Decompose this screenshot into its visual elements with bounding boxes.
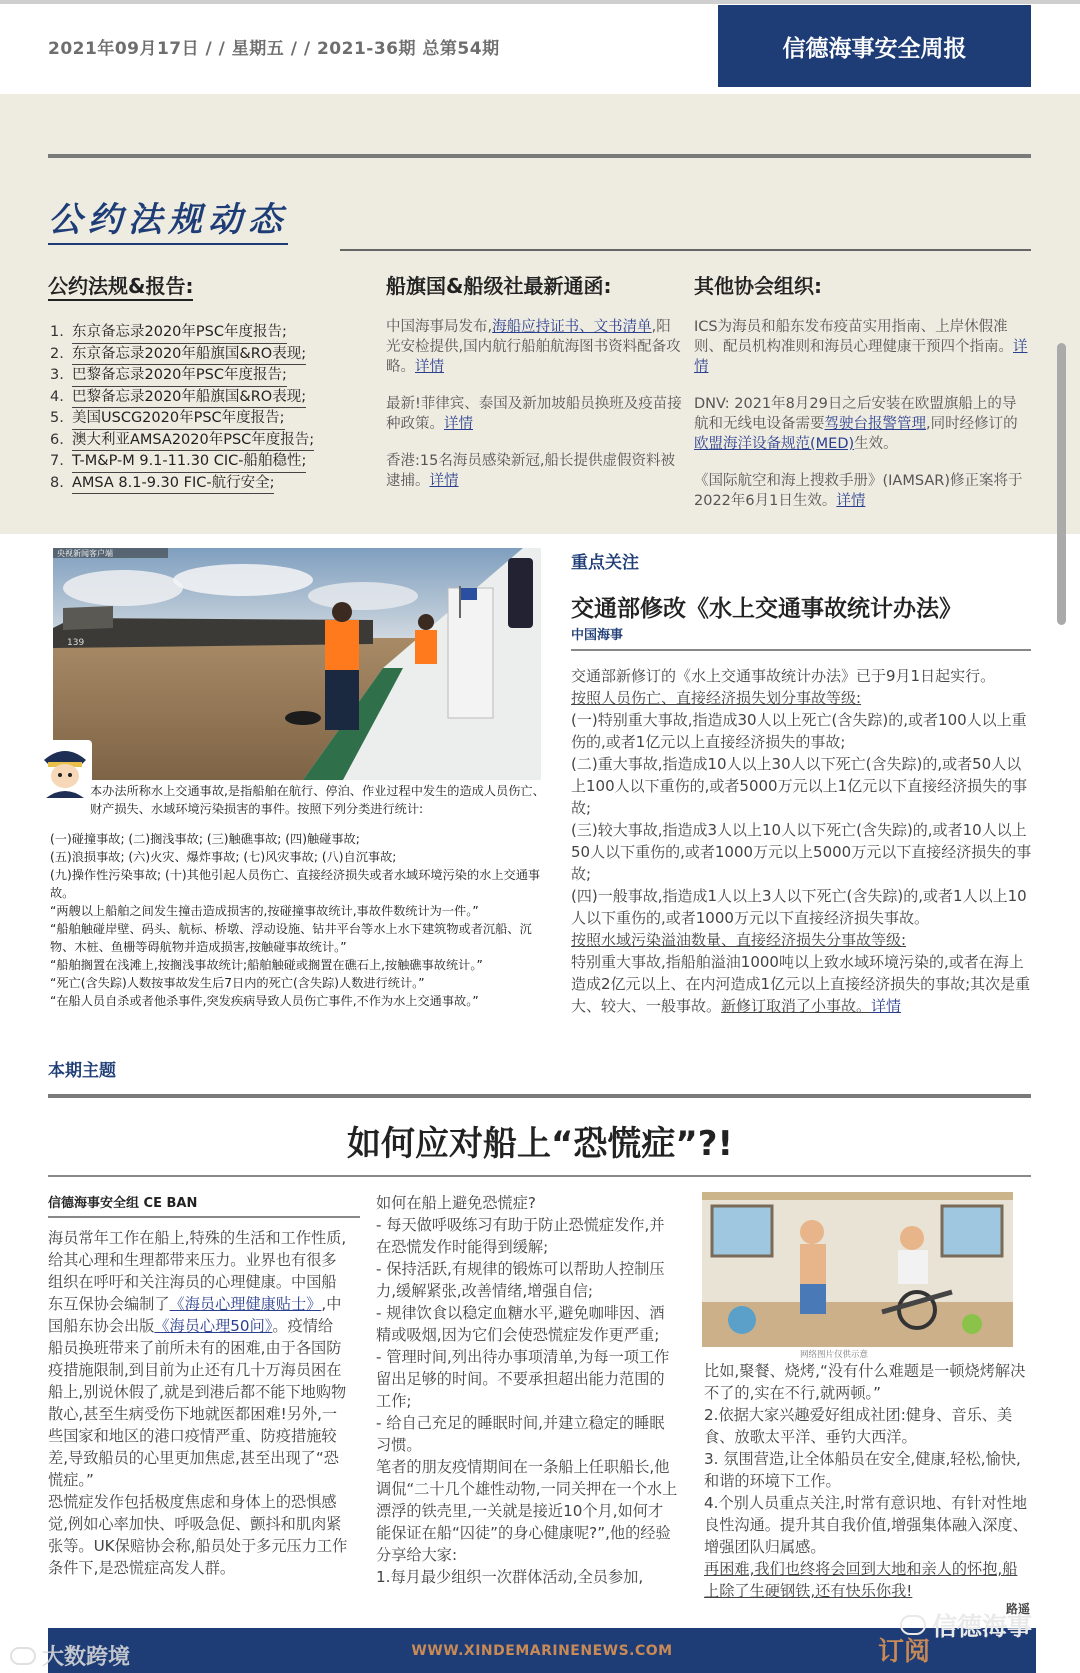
theme-rule	[48, 1094, 1031, 1098]
news-item: 香港:15名海员感染新冠,船长提供虚假资料被逮捕。详情	[386, 453, 675, 489]
list-item[interactable]: 3. 巴黎备忘录2020年PSC年度报告;	[50, 365, 370, 387]
theme-headline: 如何应对船上“恐慌症”?!	[347, 1124, 733, 1164]
news-item: 中国海事局发布,海船应持证书、文书清单,阳光安检提供,国内航行船舶航海图书资料配备攻略。详情	[386, 319, 681, 375]
theme-tag: 本期主题	[48, 1061, 116, 1081]
mental-health-tips-link[interactable]: 《海员心理健康贴士》	[169, 1295, 322, 1313]
flag-state-column	[386, 317, 682, 508]
report-link[interactable]: 巴黎备忘录2020年PSC年度报告;	[72, 365, 287, 387]
focus-article: 交通部新修订的《水上交通事故统计办法》已于9月1日起实行。 按照人员伤亡、直接经济损失划分事故等级: (一)特别重大事故,指造成30人以上死亡(含失踪)的,或者100人以上重伤的,或者1亿元以上直接经济损失的事故; (二)重大事故,指造成10人以上30人以下死亡(含失踪)的,或者50人以上100人以下重伤的,或者5000万元以上1亿元以下直接经济损失的事故; (三)较大事故,指造成3人以上10人以下死亡(含失踪)的,或者10人以上50人以下重伤的,或者1000万元以上5000万元以下直接经济损失的事故; (四)一般事故,指造成1人以上3人以下死亡(含失踪)的,或者1人以上10人以下重伤的,或者1000万元以下直接经济损失事故。 按照水域污染溢油数量、直接经济损失分事故等级: 特别重大事故,指船舶溢油1000吨以上致水域环境污染的,或者在海上造成2亿元以上、在内河造成1亿元以上直接经济损失的事故;其次是重大、较大、一般事故。新修订取消了小事故。详情	[571, 667, 1032, 1015]
details-link[interactable]: 详情	[444, 416, 473, 432]
scrollbar-thumb[interactable]	[1057, 343, 1066, 625]
bridge-alert-link[interactable]: 驾驶台报警管理	[824, 416, 926, 432]
col3-heading: 其他协会组织:	[694, 274, 822, 298]
focus-rule	[571, 649, 1031, 651]
news-item: 最新!菲律宾、泰国及新加坡船员换班及疫苗接种政策。详情	[386, 396, 682, 432]
news-item: DNV: 2021年8月29日之后安装在欧盟旗船上的导航和无线电设备需要驾驶台报警管理,同时经修订的欧盟海洋设备规范(MED)生效。	[694, 396, 1018, 452]
details-link[interactable]: 详情	[836, 493, 866, 509]
list-item[interactable]: 4. 巴黎备忘录2020年船旗国&RO表现;	[50, 387, 370, 409]
med-link[interactable]: 欧盟海洋设备规范(MED)	[694, 436, 855, 452]
theme-title-rule	[48, 1175, 1031, 1177]
list-item[interactable]: 1. 东京备忘录2020年PSC年度报告;	[50, 322, 370, 344]
list-item[interactable]: 8. AMSA 8.1-9.30 FIC-航行安全;	[50, 473, 370, 495]
photo-watermark: 央视新闻客户端	[57, 549, 113, 558]
theme-column-3: 比如,聚餐、烧烤,“没有什么难题是一顿烧烤解决不了的,实在不行,就两顿。” 2.依据大家兴趣爱好组成社团:健身、音乐、美食、放歌太平洋、垂钓大西洋。 3. 氛围营造,让全体船员在安全,健康,轻松,愉快,和谐的环境下工作。 4.个别人员重点关注,时常有意识地、有针对性地良性沟通。提升其自我价值,增强集体融入深度、增强团队归属感。 再困难,我们也终将会回到大地和亲人的怀抱,船上除了生硬钢铁,还有快乐你我! 路遥	[704, 1362, 1030, 1616]
details-link[interactable]: 详情	[429, 473, 459, 489]
author-sign: 路遥	[1005, 1602, 1030, 1616]
details-link[interactable]: 详情	[871, 997, 902, 1015]
accident-definition-note: 本办法所称水上交通事故,是指船舶在航行、停泊、作业过程中发生的造成人员伤亡、财产损失、水域环境污染损害的事件。按照下列分类进行统计: (一)碰撞事故; (二)搁浅事故; (三)触礁事故; (四)触碰事故; (五)浪损事故; (六)火灾、爆炸事故; (七)风灾事故; (八)自沉事故; (九)操作性污染事故; (十)其他引起人员伤亡、直接经济损失或者水域环境污染的水上交通事故。 “两艘以上船舶之间发生撞击造成损害的,按碰撞事故统计,事故件数统计为一件。” “船舶触碰岸壁、码头、航标、桥墩、浮动设施、钻井平台等水上水下建筑物或者沉船、沉物、木桩、鱼栅等碍航物并造成损害,按触碰事故统计。” “船舶搁置在浅滩上,按搁浅事故统计;船舶触碰或搁置在礁石上,按触礁事故统计。” “死亡(含失踪)人数按事故发生后7日内的死亡(含失踪)人数进行统计。” “在船人员自杀或者他杀事件,突发疾病导致人员伤亡事件,不作为水上交通事故。”	[50, 784, 545, 1008]
focus-tag: 重点关注	[571, 553, 639, 573]
newsletter-banner: 信德海事安全周报	[718, 5, 1031, 87]
section-rule	[48, 154, 1031, 158]
report-link[interactable]: 东京备忘录2020年船旗国&RO表现;	[72, 344, 306, 366]
image-caption: 网络图片仅供示意	[800, 1350, 869, 1360]
report-link[interactable]: AMSA 8.1-9.30 FIC-航行安全;	[72, 473, 274, 495]
subscribe-button[interactable]: 订阅	[878, 1637, 931, 1667]
certificate-list-link[interactable]: 海船应持证书、文书清单	[492, 319, 652, 335]
section-title-rule	[340, 249, 1031, 251]
report-link[interactable]: 东京备忘录2020年PSC年度报告;	[72, 322, 287, 344]
news-item: ICS为海员和船东发布疫苗实用指南、上岸休假准则、配员机构准则和海员心理健康干预四个指南。详情	[694, 319, 1028, 375]
gym-illustration	[702, 1192, 1013, 1347]
top-border	[0, 0, 1080, 4]
news-item: 《国际航空和海上搜救手册》(IAMSAR)修正案将于2022年6月1日生效。详情	[694, 473, 1023, 509]
col1-heading: 公约法规&报告:	[48, 270, 193, 301]
report-link[interactable]: 澳大利亚AMSA2020年PSC年度报告;	[72, 430, 314, 452]
report-link[interactable]: T-M&P-M 9.1-11.30 CIC-船舶稳性;	[72, 451, 306, 473]
report-link[interactable]: 美国USCG2020年PSC年度报告;	[72, 408, 285, 430]
mental-50q-link[interactable]: 《海员心理50问》	[154, 1317, 273, 1335]
watermark-right: 信德海事	[900, 1607, 1032, 1643]
section-title: 公约法规动态	[48, 192, 288, 245]
list-item[interactable]: 6. 澳大利亚AMSA2020年PSC年度报告;	[50, 430, 370, 452]
watermark-left: 大数跨境	[10, 1640, 130, 1671]
theme-column-1: 海员常年工作在船上,特殊的生活和工作性质,给其心理和生理都带来压力。业界也有很多组织在呼吁和关注海员的心理健康。中国船东互保协会编制了《海员心理健康贴士》,中国船东协会出版《海员心理50问》。疫情给船员换班带来了前所未有的困难,由于各国防疫措施限制,到目前为止还有几十万海员困在船上,别说休假了,就是到港后都不能下地购物散心,甚至生病受伤下地就医都困难!另外,一些国家和地区的港口疫情严重、防疫措施较差,导致船员的心里更加焦虑,甚至出现了“恐慌症。” 恐慌症发作包括极度焦虑和身体上的恐惧感觉,例如心率加快、呼吸急促、颤抖和肌肉紧张等。UK保赔协会称,船员处于多元压力工作条件下,是恐慌症高发人群。	[48, 1229, 348, 1577]
issue-meta: 2021年09月17日 / / 星期五 / / 2021-36期 总第54期	[48, 39, 500, 59]
wm-logo-icon	[10, 1647, 36, 1665]
list-item[interactable]: 2. 东京备忘录2020年船旗国&RO表现;	[50, 344, 370, 366]
report-link[interactable]: 巴黎备忘录2020年船旗国&RO表现;	[72, 387, 306, 409]
list-item[interactable]: 7. T-M&P-M 9.1-11.30 CIC-船舶稳性;	[50, 451, 370, 473]
wechat-icon	[900, 1615, 926, 1635]
website-link[interactable]: WWW.XINDEMARINENEWS.COM	[411, 1642, 673, 1659]
theme-column-2: 如何在船上避免恐慌症? - 每天做呼吸练习有助于防止恐慌症发作,并在恐慌发作时能得到缓解; - 保持活跃,有规律的锻炼可以帮助人控制压力,缓解紧张,改善情绪,增强自信; - 规律饮食以稳定血糖水平,避免咖啡因、酒精或吸烟,因为它们会使恐慌症发作更严重; - 管理时间,列出待办事项清单,为每一项工作留出足够的时间。不要承担超出能力范围的工作; - 给自己充足的睡眠时间,并建立稳定的睡眠习惯。 笔者的朋友疫情期间在一条船上任职船长,他调侃“二十几个雄性动物,一同关押在一个水上漂浮的铁壳里,一关就是接近10个月,如何才能保证在船“囚徒”的身心健康呢?”,他的经验分享给大家: 1.每月最少组织一次群体活动,全员参加,	[376, 1194, 678, 1586]
hull-number: 139	[67, 638, 85, 648]
list-item[interactable]: 5. 美国USCG2020年PSC年度报告;	[50, 408, 370, 430]
footer-bar	[48, 1628, 1036, 1673]
focus-headline: 交通部修改《水上交通事故统计办法》	[571, 596, 962, 622]
details-link[interactable]: 详情	[415, 359, 444, 375]
byline-rule	[48, 1216, 360, 1218]
focus-source: 中国海事	[571, 628, 624, 643]
details-link[interactable]: 详情	[694, 339, 1028, 375]
other-orgs-column	[694, 317, 1029, 528]
author-byline: 信德海事安全组 CE BAN	[48, 1196, 198, 1211]
patrol-boat-photo	[53, 548, 541, 780]
col2-heading: 船旗国&船级社最新通函:	[386, 274, 612, 298]
regulation-report-list	[50, 322, 370, 494]
